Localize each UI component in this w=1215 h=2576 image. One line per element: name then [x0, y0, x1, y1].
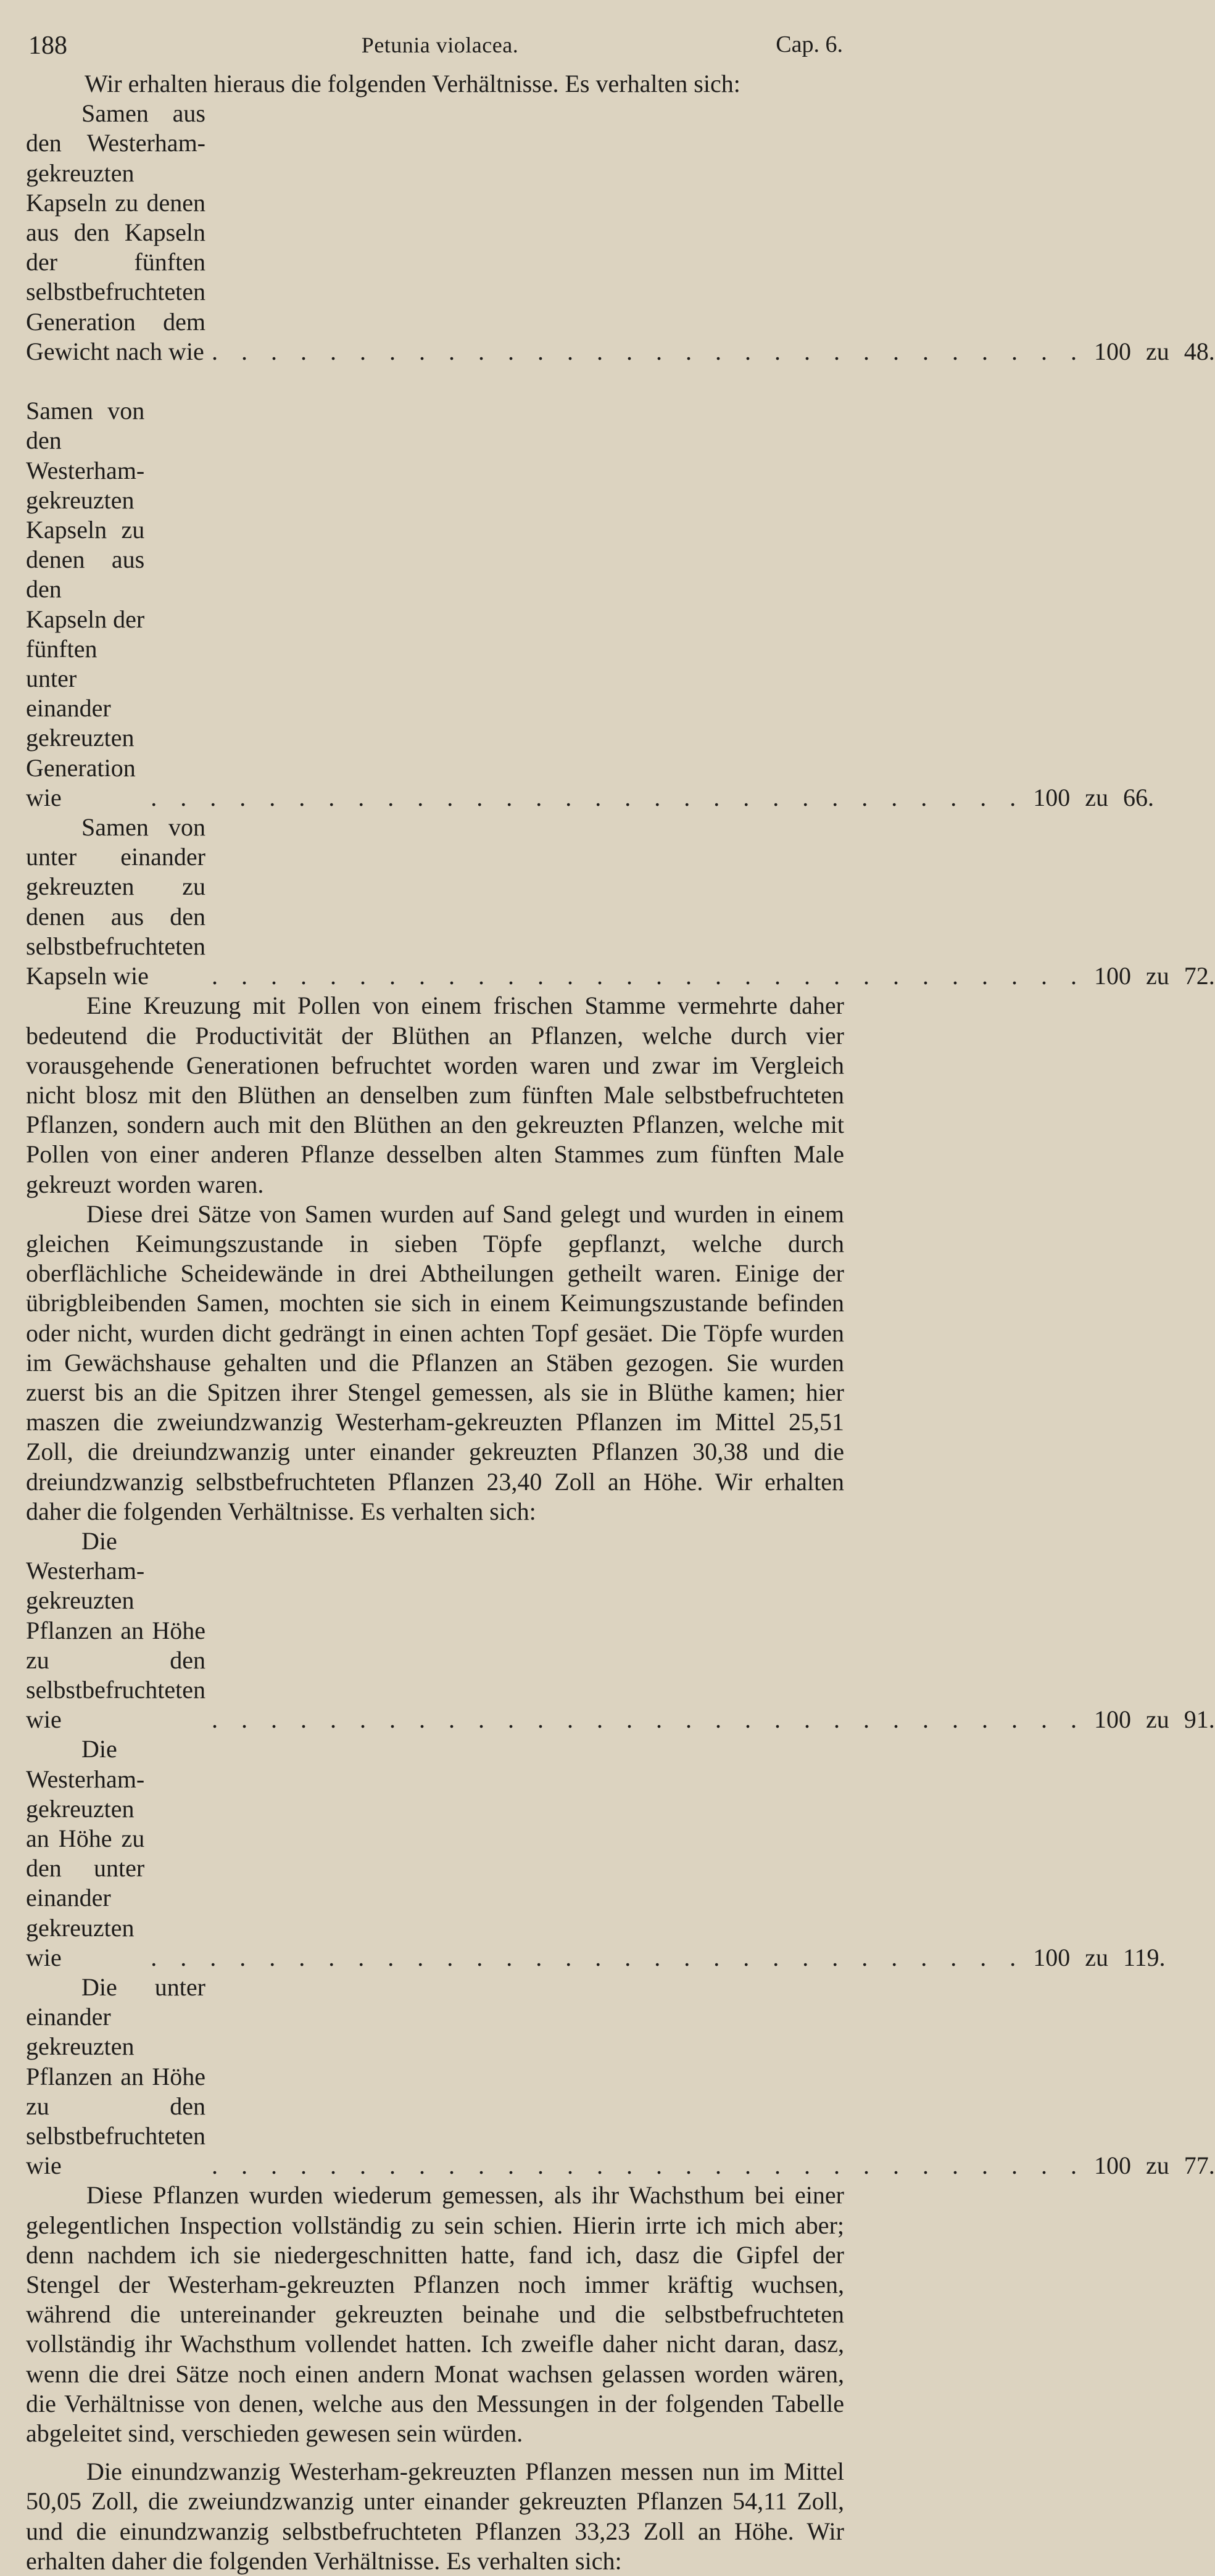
running-title: Petunia violacea. [361, 33, 519, 57]
paragraph-productivity: Eine Kreuzung mit Pollen von einem frischen Stamme vermehrte daher bedeutend die Productivität der Blüthen an Pflanzen, welche durch vier vorausgehende Generationen befruchtet worden waren und zwar im Vergleich nicht blosz mit den Blüthen an denselben zum fünften Male selbstbefruchteten Pflanzen, sondern auch mit den Blüthen an den gekreuzten Pflanzen, welche mit Pollen von einer anderen Pflanze desselben alten Stammes zum fünften Male gekreuzt worden waren. [26, 992, 844, 1198]
leader-dots: . . . . . . . . . . . . . . . . . . . . . . . . . . . . . . [212, 337, 1085, 365]
ratio-value: 100 zu 72. [1093, 962, 1215, 990]
leader-dots: . . . . . . . . . . . . . . . . . . . . . . . . . . . . . . [151, 783, 1025, 811]
leader-dots: . . . . . . . . . . . . . . . . . . . . . . . . . . . . . . [212, 2151, 1085, 2180]
page-body [25, 69, 1215, 2576]
ratio-row [26, 1526, 1215, 1734]
leader-dots: . . . . . . . . . . . . . . . . . . . . . . . . . . . . . . [211, 962, 1085, 990]
leader-dots: . . . . . . . . . . . . . . . . . . . . . . . . . . . . . . [151, 1943, 1025, 1971]
ratio-value: 100 zu 48. [1094, 337, 1215, 365]
ratio-list-heights [26, 1526, 1215, 2180]
ratio-text: Die Westerham-gekreuzten an Höhe zu den unter einander gekreuzten wie [26, 1735, 145, 1971]
chapter-label: Cap. 6. [776, 31, 843, 57]
ratio-text: Samen von den Westerham-gekreuzten Kapseln zu denen aus den Kapseln der fünften unter einander gekreuzten Generation wie [26, 397, 145, 811]
ratio-value: 100 zu 77. [1094, 2151, 1215, 2180]
page-header [25, 26, 855, 69]
ratio-text: Die unter einander gekreuzten Pflanzen an Höhe zu den selbstbefruchteten wie [26, 1973, 205, 2180]
ratio-row [26, 813, 1215, 991]
ratio-value: 100 zu 119. [1033, 1943, 1166, 1971]
paragraph-remeasure: Diese Pflanzen wurden wiederum gemessen, als ihr Wachsthum bei einer gelegentlichen Inspection vollständig zu sein schien. Hierin irrte ich mich aber; denn nachdem ich sie niedergeschnitten hatte, fand ich, dasz die Gipfel der Stengel der Westerham-gekreuzten Pflanzen noch immer kräftig wuchsen, während die untereinander gekreuzten beinahe und die selbstbefruchteten vollständig ihr Wachsthum vollendet hatten. Ich zweifle daher nicht daran, dasz, wenn die drei Sätze noch einen andern Monat wachsen gelassen worden wären, die Verhältnisse von denen, welche aus den Messungen in der folgenden Tabelle abgeleitet sind, verschieden gewesen sein würden. [26, 2181, 844, 2448]
ratio-text: Samen aus den Westerham-gekreuzten Kapseln zu denen aus den Kapseln der fünften selbstbefruchteten Generation dem Gewicht nach wie [26, 99, 205, 365]
ratio-list-seeds [26, 99, 1215, 991]
ratio-row [26, 99, 1215, 367]
ratio-value: 100 zu 91. [1094, 1705, 1215, 1734]
ratio-text: Die Westerham-gekreuzten Pflanzen an Höhe zu den selbstbefruchteten wie [26, 1526, 205, 1734]
paragraph-final-heights: Die einundzwanzig Westerham-gekreuzten Pflanzen messen nun im Mittel 50,05 Zoll, die zweiundzwanzig unter einander gekreuzten Pflanzen 54,11 Zoll, und die einundzwanzig selbstbefruchteten Pflanzen 33,23 Zoll an Höhe. Wir erhalten daher die folgenden Verhältnisse. Es verhalten sich: [26, 2458, 844, 2575]
paragraph-intro: Wir erhalten hieraus die folgenden Verhältnisse. Es verhalten sich: [85, 70, 740, 97]
ratio-text: Samen von unter einander gekreuzten zu denen aus den selbstbefruchteten Kapseln wie [26, 813, 205, 990]
ratio-row [26, 367, 1155, 813]
leader-dots: . . . . . . . . . . . . . . . . . . . . . . . . . . . . . . [212, 1705, 1085, 1734]
ratio-row [26, 1973, 1215, 2180]
paragraph-sowing: Diese drei Sätze von Samen wurden auf Sand gelegt und wurden in einem gleichen Keimungszustande in sieben Töpfe gepflanzt, welche durch oberflächliche Scheidewände in drei Abtheilungen getheilt waren. Einige der übrigbleibenden Samen, mochten sie sich in einem Keimungszustande befinden oder nicht, wurden dicht gedrängt in einen achten Topf gesäet. Die Töpfe wurden im Gewächshause gehalten und die Pflanzen an Stäben gezogen. Sie wurden zuerst bis an die Spitzen ihrer Stengel gemessen, als sie in Blüthe kamen; hier maszen die zweiundzwanzig Westerham-gekreuzten Pflanzen im Mittel 25,51 Zoll, die dreiundzwanzig unter einander gekreuzten Pflanzen 30,38 und die dreiundzwanzig selbstbefruchteten Pflanzen 23,40 Zoll an Höhe. Wir erhalten daher die folgenden Verhältnisse. Es verhalten sich: [26, 1199, 844, 1525]
page-number: 188 [28, 31, 67, 60]
ratio-value: 100 zu 66. [1033, 783, 1155, 811]
ratio-row [26, 1734, 1166, 1973]
